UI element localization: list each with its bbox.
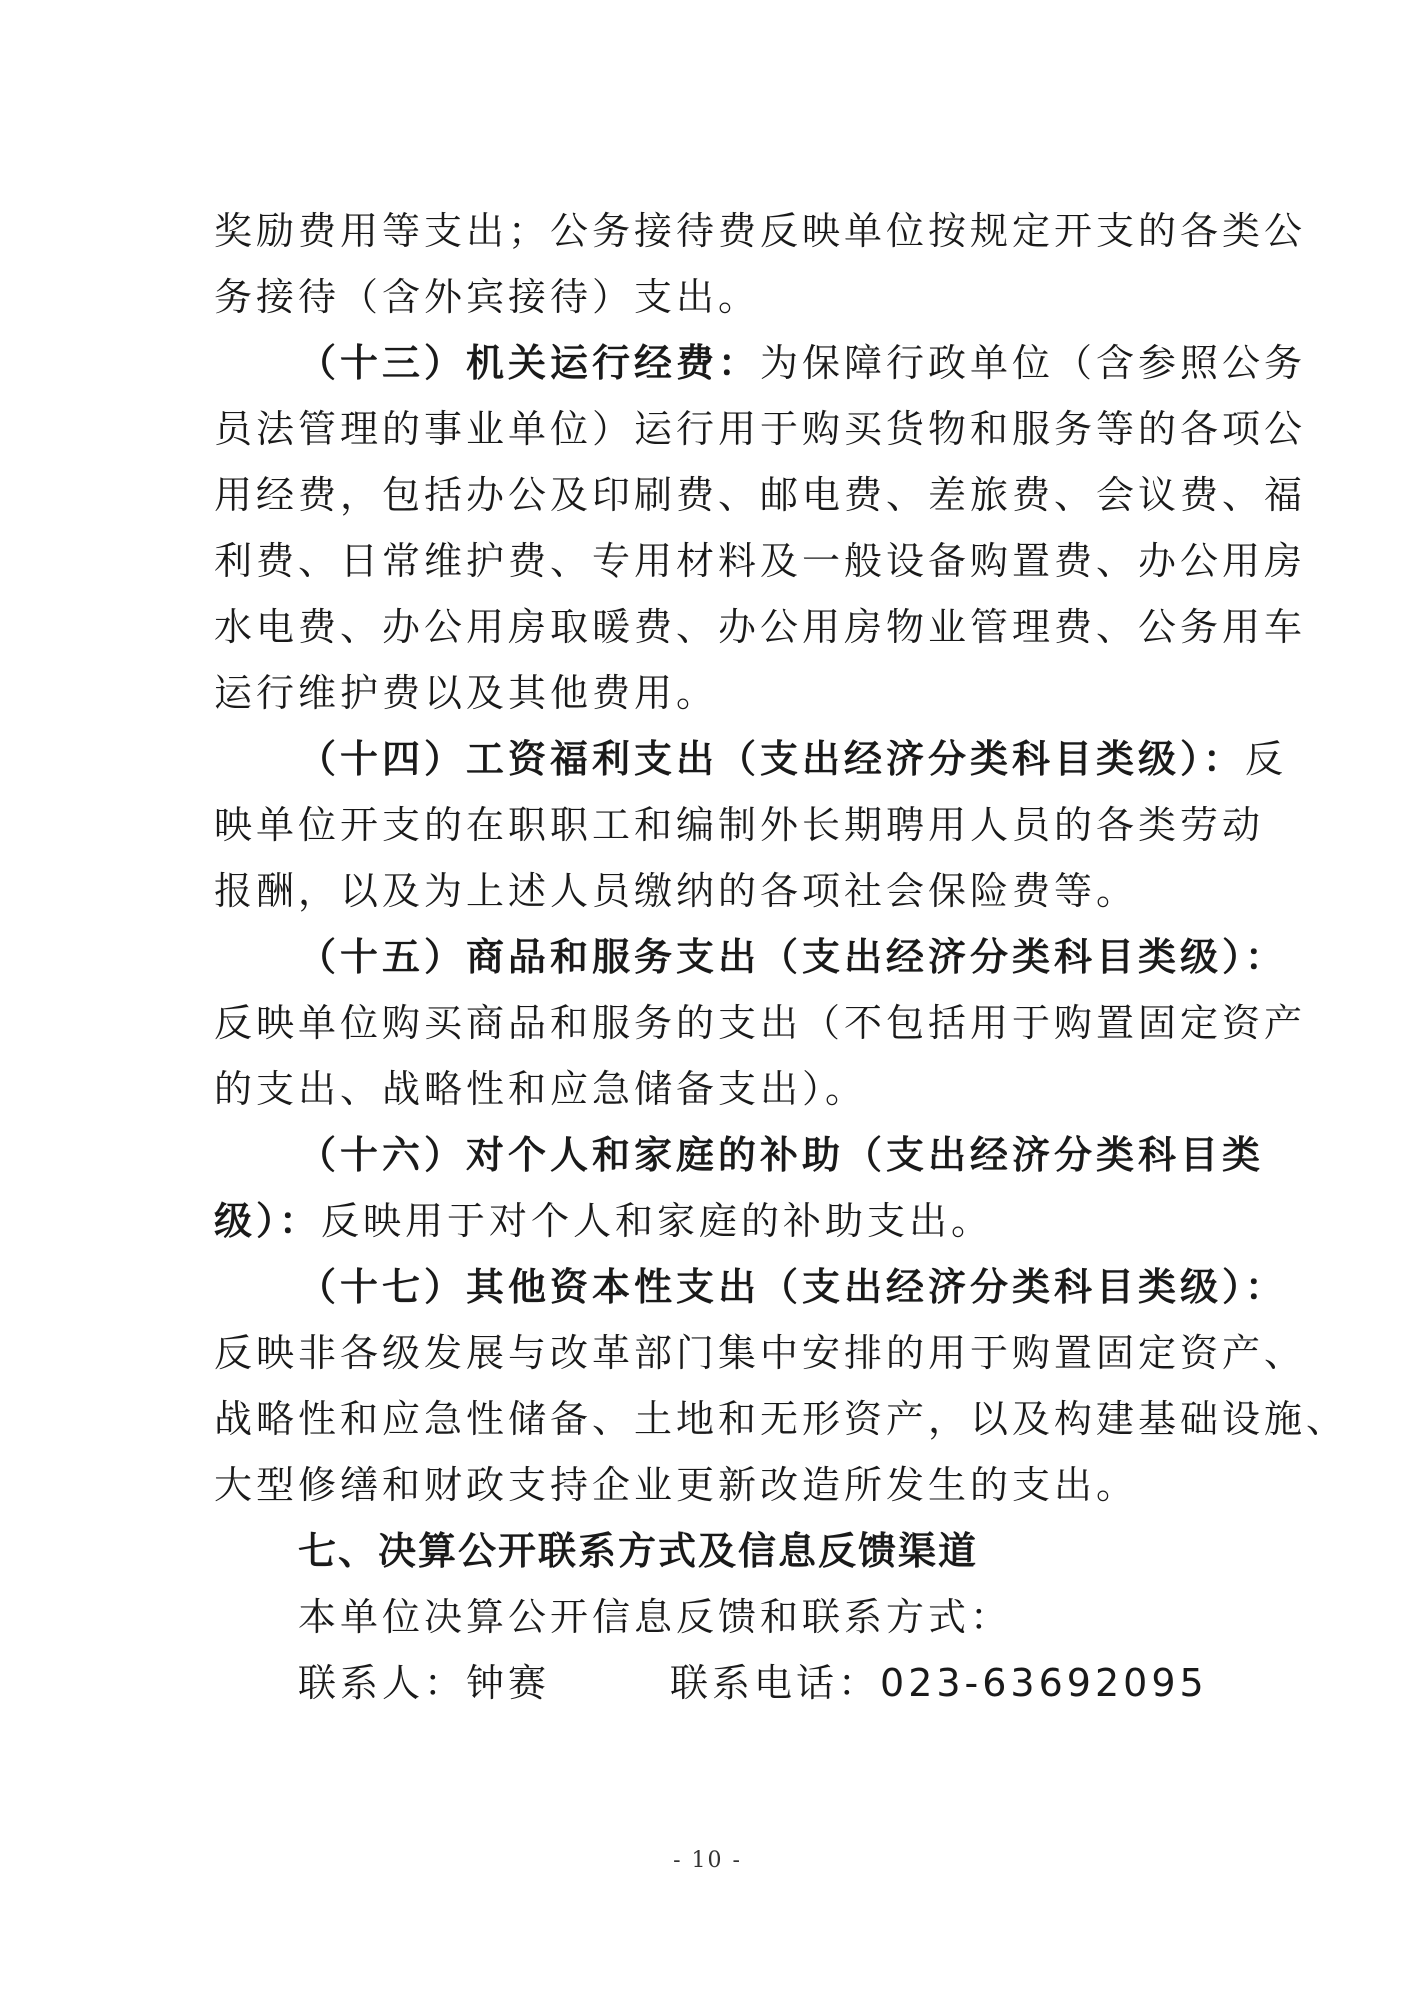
item13-text: 为保障行政单位（含参照公务 — [760, 341, 1307, 385]
item17-heading: （十七）其他资本性支出（支出经济分类科目类级）： — [298, 1265, 1288, 1309]
page-number: - 10 - — [673, 1848, 742, 1873]
text-line: 运行维护费以及其他费用。 — [214, 671, 719, 715]
item14-line — [298, 726, 1298, 792]
text-line: 反映单位购买商品和服务的支出（不包括用于购置固定资产 — [214, 1001, 1307, 1045]
item14-text: 反 — [1245, 737, 1288, 781]
text-line: 员法管理的事业单位）运行用于购买货物和服务等的各项公 — [214, 407, 1307, 451]
item15-heading: （十五）商品和服务支出（支出经济分类科目类级）： — [298, 935, 1288, 979]
text-line: 的支出、战略性和应急储备支出）。 — [214, 1067, 868, 1111]
text-line: 映单位开支的在职职工和编制外长期聘用人员的各类劳动 — [214, 803, 1265, 847]
text-line: 报酬，以及为上述人员缴纳的各项社会保险费等。 — [214, 869, 1139, 913]
item13-heading: （十三）机关运行经费： — [298, 341, 761, 385]
item16-text: 反映用于对个人和家庭的补助支出。 — [321, 1199, 994, 1243]
text-line: 用经费，包括办公及印刷费、邮电费、差旅费、会议费、福 — [214, 473, 1307, 517]
text-line: 水电费、办公用房取暖费、办公用房物业管理费、公务用车 — [214, 605, 1307, 649]
item16-heading: （十六）对个人和家庭的补助（支出经济分类科目类 — [298, 1133, 1265, 1177]
contact-phone: 联系电话：023-63692095 — [670, 1661, 1208, 1705]
item16-heading-end: 级）： — [214, 1199, 322, 1243]
text-line: 大型修缮和财政支持企业更新改造所发生的支出。 — [214, 1463, 1139, 1507]
text-line: 务接待（含外宾接待）支出。 — [214, 275, 761, 319]
item16-line — [214, 1188, 1214, 1254]
text-line: 利费、日常维护费、专用材料及一般设备购置费、办公用房 — [214, 539, 1307, 583]
text-line: 战略性和应急性储备、土地和无形资产，以及构建基础设施、 — [214, 1397, 1349, 1441]
section7-intro: 本单位决算公开信息反馈和联系方式： — [298, 1595, 1013, 1639]
text-line: 反映非各级发展与改革部门集中安排的用于购置固定资产、 — [214, 1331, 1307, 1375]
item13-line — [298, 330, 1307, 396]
section7-title: 七、决算公开联系方式及信息反馈渠道 — [298, 1529, 979, 1573]
contact-person: 联系人：钟赛 — [298, 1661, 551, 1705]
contact-line — [298, 1650, 1298, 1716]
text-line: 奖励费用等支出；公务接待费反映单位按规定开支的各类公 — [214, 209, 1307, 253]
item14-heading: （十四）工资福利支出（支出经济分类科目类级）： — [298, 737, 1246, 781]
